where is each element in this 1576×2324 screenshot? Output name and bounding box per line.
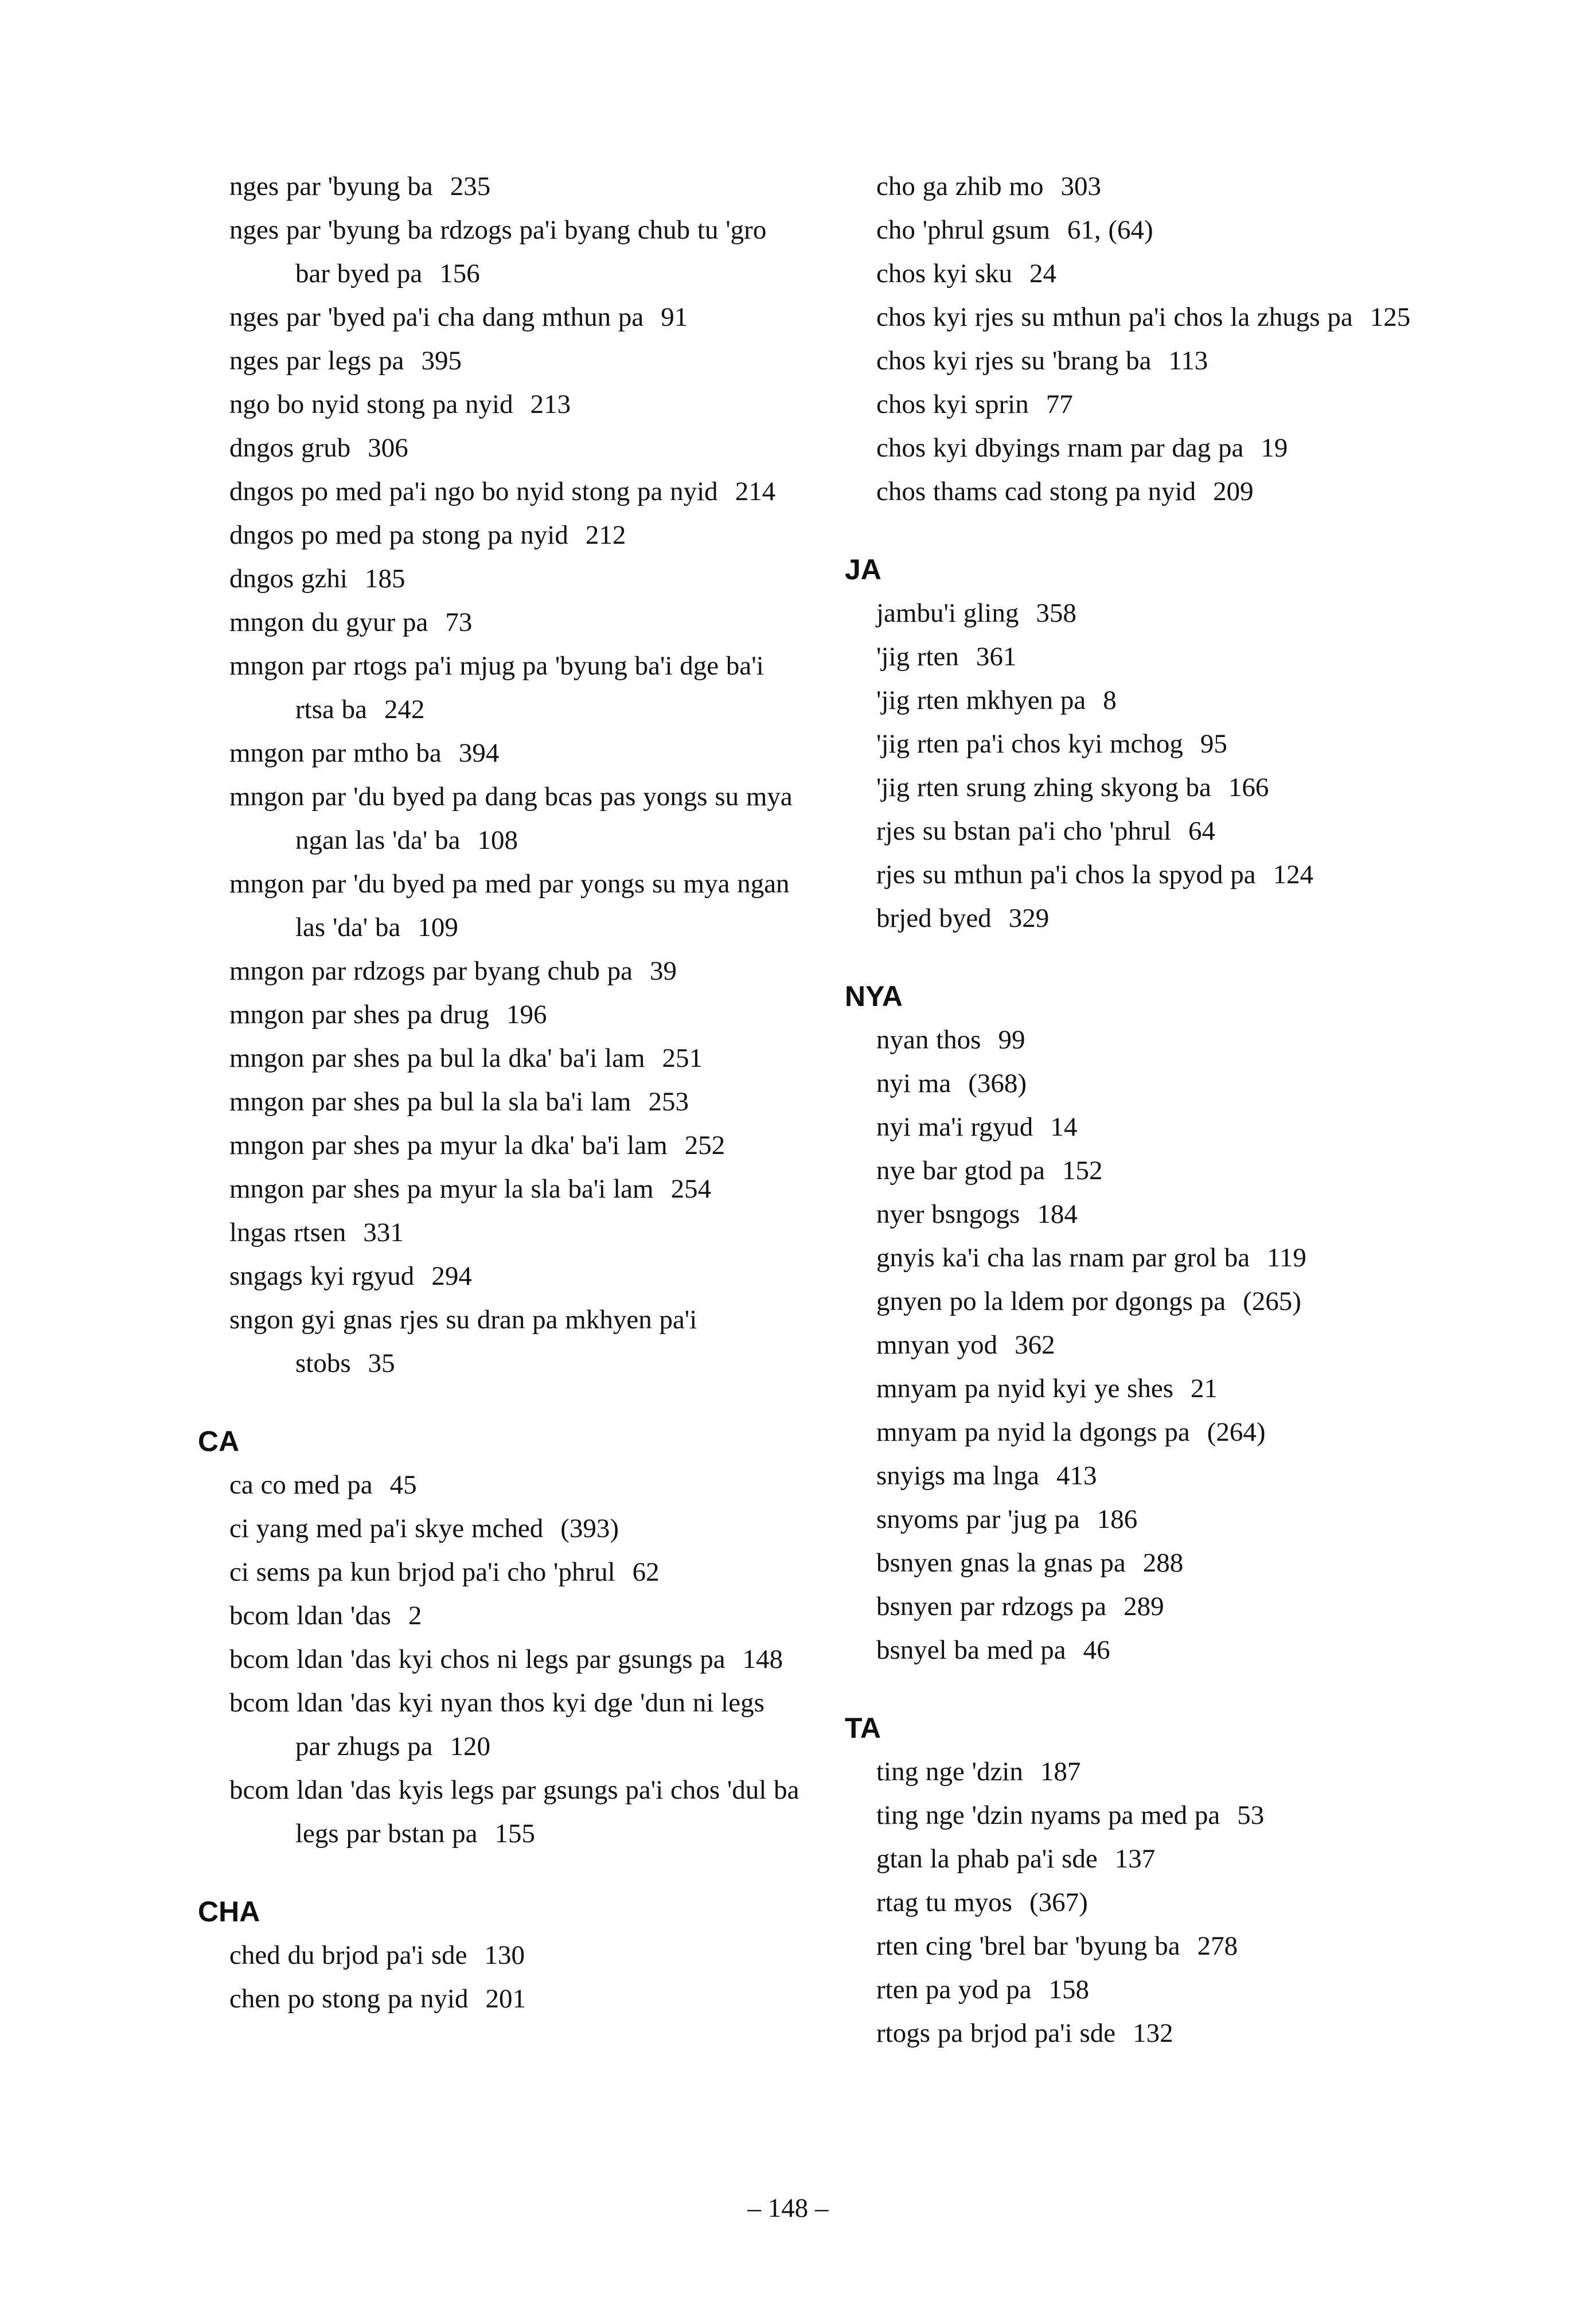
section-heading: TA [845,1712,881,1744]
index-entry [229,1298,803,1385]
index-term: lngas rtsen [229,1218,346,1247]
index-page-ref: 201 [485,1984,526,2014]
section-heading: CA [198,1425,240,1457]
index-term: dngos grub [229,433,351,463]
index-entry [876,853,1450,896]
index-page-ref: 331 [363,1218,404,1247]
index-term: nyer bsngogs [876,1199,1020,1229]
index-page-ref: 155 [494,1819,536,1849]
index-page-ref: 209 [1213,477,1254,506]
index-term: ched du brjod pa'i sde [229,1940,467,1970]
index-page-ref: (265) [1243,1286,1301,1316]
index-entry [876,1968,1450,2011]
index-term: rtogs pa brjod pa'i sde [876,2018,1116,2048]
index-term: nges par legs pa [229,346,404,376]
index-entry [229,949,803,993]
index-entry [229,557,803,601]
index-entry [229,862,803,949]
right-index-column [845,165,1450,2055]
index-term: nye bar gtod pa [876,1156,1046,1186]
index-term: rten cing 'brel bar 'byung ba [876,1931,1180,1961]
index-term: 'jig rten mkhyen pa [876,685,1086,715]
index-entry [229,601,803,644]
index-page-ref: 358 [1036,598,1076,628]
index-entry [876,722,1450,766]
index-term: mnyan yod [876,1330,998,1360]
index-term: ngo bo nyid stong pa nyid [229,389,513,419]
index-page-ref: 73 [445,607,473,637]
index-page-ref: 45 [389,1470,417,1500]
index-page-ref: 288 [1142,1548,1184,1578]
index-entry [876,1837,1450,1881]
index-term: ci yang med pa'i skye mched [229,1514,544,1543]
index-term: mngon par mtho ba [229,738,442,768]
index-entry [876,2011,1450,2055]
index-term: sngon gyi gnas rjes su dran pa mkhyen pa'i stobs [229,1305,697,1378]
index-entry [876,295,1450,339]
index-term: snyigs ma lnga [876,1461,1039,1491]
index-page-ref: 395 [421,346,462,376]
index-term: nyi ma'i rgyud [876,1112,1033,1142]
index-term: brjed byed [876,903,992,933]
index-page-ref: 64 [1188,816,1216,846]
index-page-ref: 413 [1056,1461,1097,1491]
index-term: mngon par shes pa bul la dka' ba'i lam [229,1043,645,1073]
index-page-ref: 242 [384,695,425,724]
index-term: nyi ma [876,1069,951,1098]
index-entry [229,993,803,1036]
index-page-ref: 186 [1097,1504,1138,1534]
index-entry [229,1594,803,1637]
index-term: mnyam pa nyid la dgongs pa [876,1417,1190,1447]
index-term: mngon par shes pa myur la dka' ba'i lam [229,1130,668,1160]
left-index-column [198,165,803,2021]
index-entry [876,383,1450,426]
index-entry [876,809,1450,853]
index-entry [229,339,803,383]
index-page-ref: 124 [1273,860,1314,890]
index-entry [229,1681,803,1768]
index-term: chos thams cad stong pa nyid [876,477,1196,506]
index-entry [876,1541,1450,1585]
index-entry [876,1062,1450,1105]
index-term: mngon par 'du byed pa med par yongs su mya ngan las 'da' ba [229,869,790,942]
index-term: nges par 'byung ba rdzogs pa'i byang chub tu 'gro bar byed pa [229,215,767,288]
index-entry [876,1280,1450,1323]
index-page-ref: 166 [1228,773,1269,802]
index-term: gtan la phab pa'i sde [876,1844,1098,1874]
index-page-ref: 303 [1060,171,1101,201]
index-term: ci sems pa kun brjod pa'i cho 'phrul [229,1557,615,1587]
index-page-ref: 132 [1133,2018,1173,2048]
index-page-ref: 95 [1200,729,1227,759]
index-section [198,1420,803,1855]
index-page-ref: 184 [1037,1199,1078,1229]
index-term: dngos gzhi [229,564,348,594]
index-entry [229,383,803,426]
index-term: ting nge 'dzin [876,1757,1023,1787]
index-entry [229,731,803,775]
index-term: dngos po med pa'i ngo bo nyid stong pa nyid [229,477,718,506]
index-term: sngags kyi rgyud [229,1261,415,1291]
index-term: chen po stong pa nyid [229,1984,469,2014]
index-page-ref: 361 [976,642,1017,672]
index-section [845,548,1450,940]
index-term: rjes su mthun pa'i chos la spyod pa [876,860,1256,890]
index-page-ref: 125 [1370,302,1411,332]
index-term: chos kyi sprin [876,389,1029,419]
index-page-ref: 156 [439,259,480,288]
index-page-ref: 196 [506,1000,547,1030]
index-term: ting nge 'dzin nyams pa med pa [876,1800,1220,1830]
index-entry [229,644,803,731]
index-page-ref: 39 [649,956,677,986]
index-entry [876,1454,1450,1498]
index-entry [229,208,803,295]
index-page-ref: 158 [1048,1975,1090,2005]
index-entry [876,1498,1450,1541]
index-page-ref: (368) [968,1069,1027,1098]
index-entry [876,470,1450,513]
index-term: cho 'phrul gsum [876,215,1050,245]
index-entry [229,1211,803,1254]
index-entry [876,339,1450,383]
index-term: mngon par rdzogs par byang chub pa [229,956,633,986]
index-section [229,165,803,1385]
index-page-ref: (367) [1029,1888,1088,1917]
index-entry [876,1018,1450,1062]
index-entry [229,1507,803,1550]
index-entry [876,1236,1450,1280]
index-term: nyan thos [876,1025,981,1055]
index-entry [876,896,1450,940]
index-entry [876,635,1450,679]
index-entry [229,1768,803,1855]
index-page-ref: 77 [1046,389,1073,419]
index-term: mnyam pa nyid kyi ye shes [876,1374,1174,1403]
index-entry [876,426,1450,470]
index-page-ref: 294 [431,1261,472,1291]
index-entry [876,1793,1450,1837]
index-page-ref: 148 [742,1644,783,1674]
index-entry [229,1036,803,1080]
index-entry [876,252,1450,295]
index-entry [876,1192,1450,1236]
index-entry [229,470,803,513]
index-term: 'jig rten pa'i chos kyi mchog [876,729,1183,759]
index-term: mngon par shes pa bul la sla ba'i lam [229,1087,631,1117]
index-page-ref: 362 [1015,1330,1055,1360]
index-term: chos kyi rjes su mthun pa'i chos la zhugs pa [876,302,1353,332]
index-page-ref: 24 [1029,259,1056,288]
index-page-ref: 99 [998,1025,1025,1055]
index-section [845,1706,1450,2055]
index-entry [229,1254,803,1298]
index-page-ref: 130 [484,1940,525,1970]
index-term: mngon du gyur pa [229,607,428,637]
index-page-ref: 187 [1040,1757,1081,1787]
index-term: chos kyi dbyings rnam par dag pa [876,433,1244,463]
index-term: mngon par 'du byed pa dang bcas pas yongs su mya ngan las 'da' ba [229,782,793,855]
index-page-ref: 278 [1197,1931,1238,1961]
index-entry [229,1977,803,2021]
index-page-ref: 53 [1237,1800,1265,1830]
index-entry [229,1637,803,1681]
index-entry [229,1167,803,1211]
index-entry [876,1881,1450,1924]
index-entry [876,1585,1450,1628]
index-term: 'jig rten [876,642,959,672]
index-term: bsnyel ba med pa [876,1635,1066,1665]
section-heading: JA [845,553,881,586]
index-entry [876,165,1450,208]
index-page-ref: 137 [1114,1844,1156,1874]
index-entry [876,591,1450,635]
index-page-ref: 119 [1267,1243,1306,1273]
index-entry [229,1080,803,1124]
index-entry [876,766,1450,809]
index-page-ref: 329 [1008,903,1050,933]
index-page-ref: 306 [368,433,408,463]
index-term: bsnyen par rdzogs pa [876,1592,1107,1621]
index-term: jambu'i gling [876,598,1019,628]
index-page-ref: 21 [1191,1374,1218,1403]
index-page-ref: 14 [1050,1112,1078,1142]
index-page-ref: 35 [368,1348,395,1378]
index-page-ref: 46 [1083,1635,1110,1665]
section-heading: NYA [845,980,903,1012]
index-term: chos kyi rjes su 'brang ba [876,346,1152,376]
index-entry [229,295,803,339]
index-page-ref: 254 [670,1174,712,1204]
index-page-ref: (264) [1207,1417,1266,1447]
index-page-ref: 62 [632,1557,660,1587]
index-page-ref: 213 [530,389,571,419]
index-term: mngon par shes pa drug [229,1000,490,1030]
index-term: nges par 'byung ba [229,171,433,201]
index-page-ref: 109 [418,913,458,942]
index-term: rtag tu myos [876,1888,1012,1917]
index-entry [876,1323,1450,1367]
index-entry [876,679,1450,722]
index-term: dngos po med pa stong pa nyid [229,520,568,550]
index-term: cho ga zhib mo [876,171,1044,201]
index-term: rten pa yod pa [876,1975,1032,2005]
index-page-ref: 214 [735,477,776,506]
index-page-ref: 212 [585,520,626,550]
index-term: bcom ldan 'das kyi nyan thos kyi dge 'dun ni legs par zhugs pa [229,1688,764,1761]
index-term: bcom ldan 'das [229,1601,391,1631]
index-entry [229,1463,803,1507]
index-section [876,165,1450,513]
index-page-ref: (393) [560,1514,619,1543]
index-term: snyoms par 'jug pa [876,1504,1080,1534]
page-number: – 148 – [747,2193,829,2223]
index-term: gnyen po la ldem por dgongs pa [876,1286,1226,1316]
index-term: mngon par rtogs pa'i mjug pa 'byung ba'i dge ba'i rtsa ba [229,651,764,724]
index-term: rjes su bstan pa'i cho 'phrul [876,816,1172,846]
index-term: ca co med pa [229,1470,373,1500]
index-page-ref: 113 [1168,346,1208,376]
index-entry [229,1550,803,1594]
index-entry [876,1149,1450,1192]
index-term: bcom ldan 'das kyis legs par gsungs pa'i chos 'dul ba legs par bstan pa [229,1775,799,1849]
index-page-ref: 394 [458,738,500,768]
index-entry [229,426,803,470]
index-page-ref: 252 [684,1130,725,1160]
index-page-ref: 289 [1124,1592,1164,1621]
index-entry [876,1367,1450,1410]
index-page-ref: 251 [662,1043,703,1073]
index-page-ref: 235 [450,171,491,201]
index-page-ref: 253 [648,1087,689,1117]
index-page-ref: 120 [450,1732,491,1761]
index-page-ref: 185 [364,564,405,594]
index-page-ref: 61, (64) [1067,215,1153,245]
index-section [845,974,1450,1672]
index-entry [876,1628,1450,1672]
section-heading: CHA [198,1896,260,1928]
index-term: chos kyi sku [876,259,1012,288]
index-entry [229,165,803,208]
index-entry [876,1750,1450,1793]
index-entry [229,1933,803,1977]
index-page-ref: 2 [408,1601,422,1631]
index-entry [229,513,803,557]
index-entry [876,1105,1450,1149]
index-entry [229,1124,803,1167]
index-term: gnyis ka'i cha las rnam par grol ba [876,1243,1250,1273]
index-term: mngon par shes pa myur la sla ba'i lam [229,1174,654,1204]
index-entry [876,1410,1450,1454]
index-page-ref: 108 [477,825,518,855]
index-term: 'jig rten srung zhing skyong ba [876,773,1211,802]
index-entry [876,208,1450,252]
index-entry [229,775,803,862]
index-page-ref: 8 [1103,685,1117,715]
index-section [198,1890,803,2021]
index-page-ref: 152 [1062,1156,1103,1186]
index-term: nges par 'byed pa'i cha dang mthun pa [229,302,644,332]
index-term: bsnyen gnas la gnas pa [876,1548,1126,1578]
index-term: bcom ldan 'das kyi chos ni legs par gsungs pa [229,1644,725,1674]
index-page-ref: 19 [1261,433,1288,463]
index-page-ref: 91 [661,302,688,332]
index-entry [876,1924,1450,1968]
